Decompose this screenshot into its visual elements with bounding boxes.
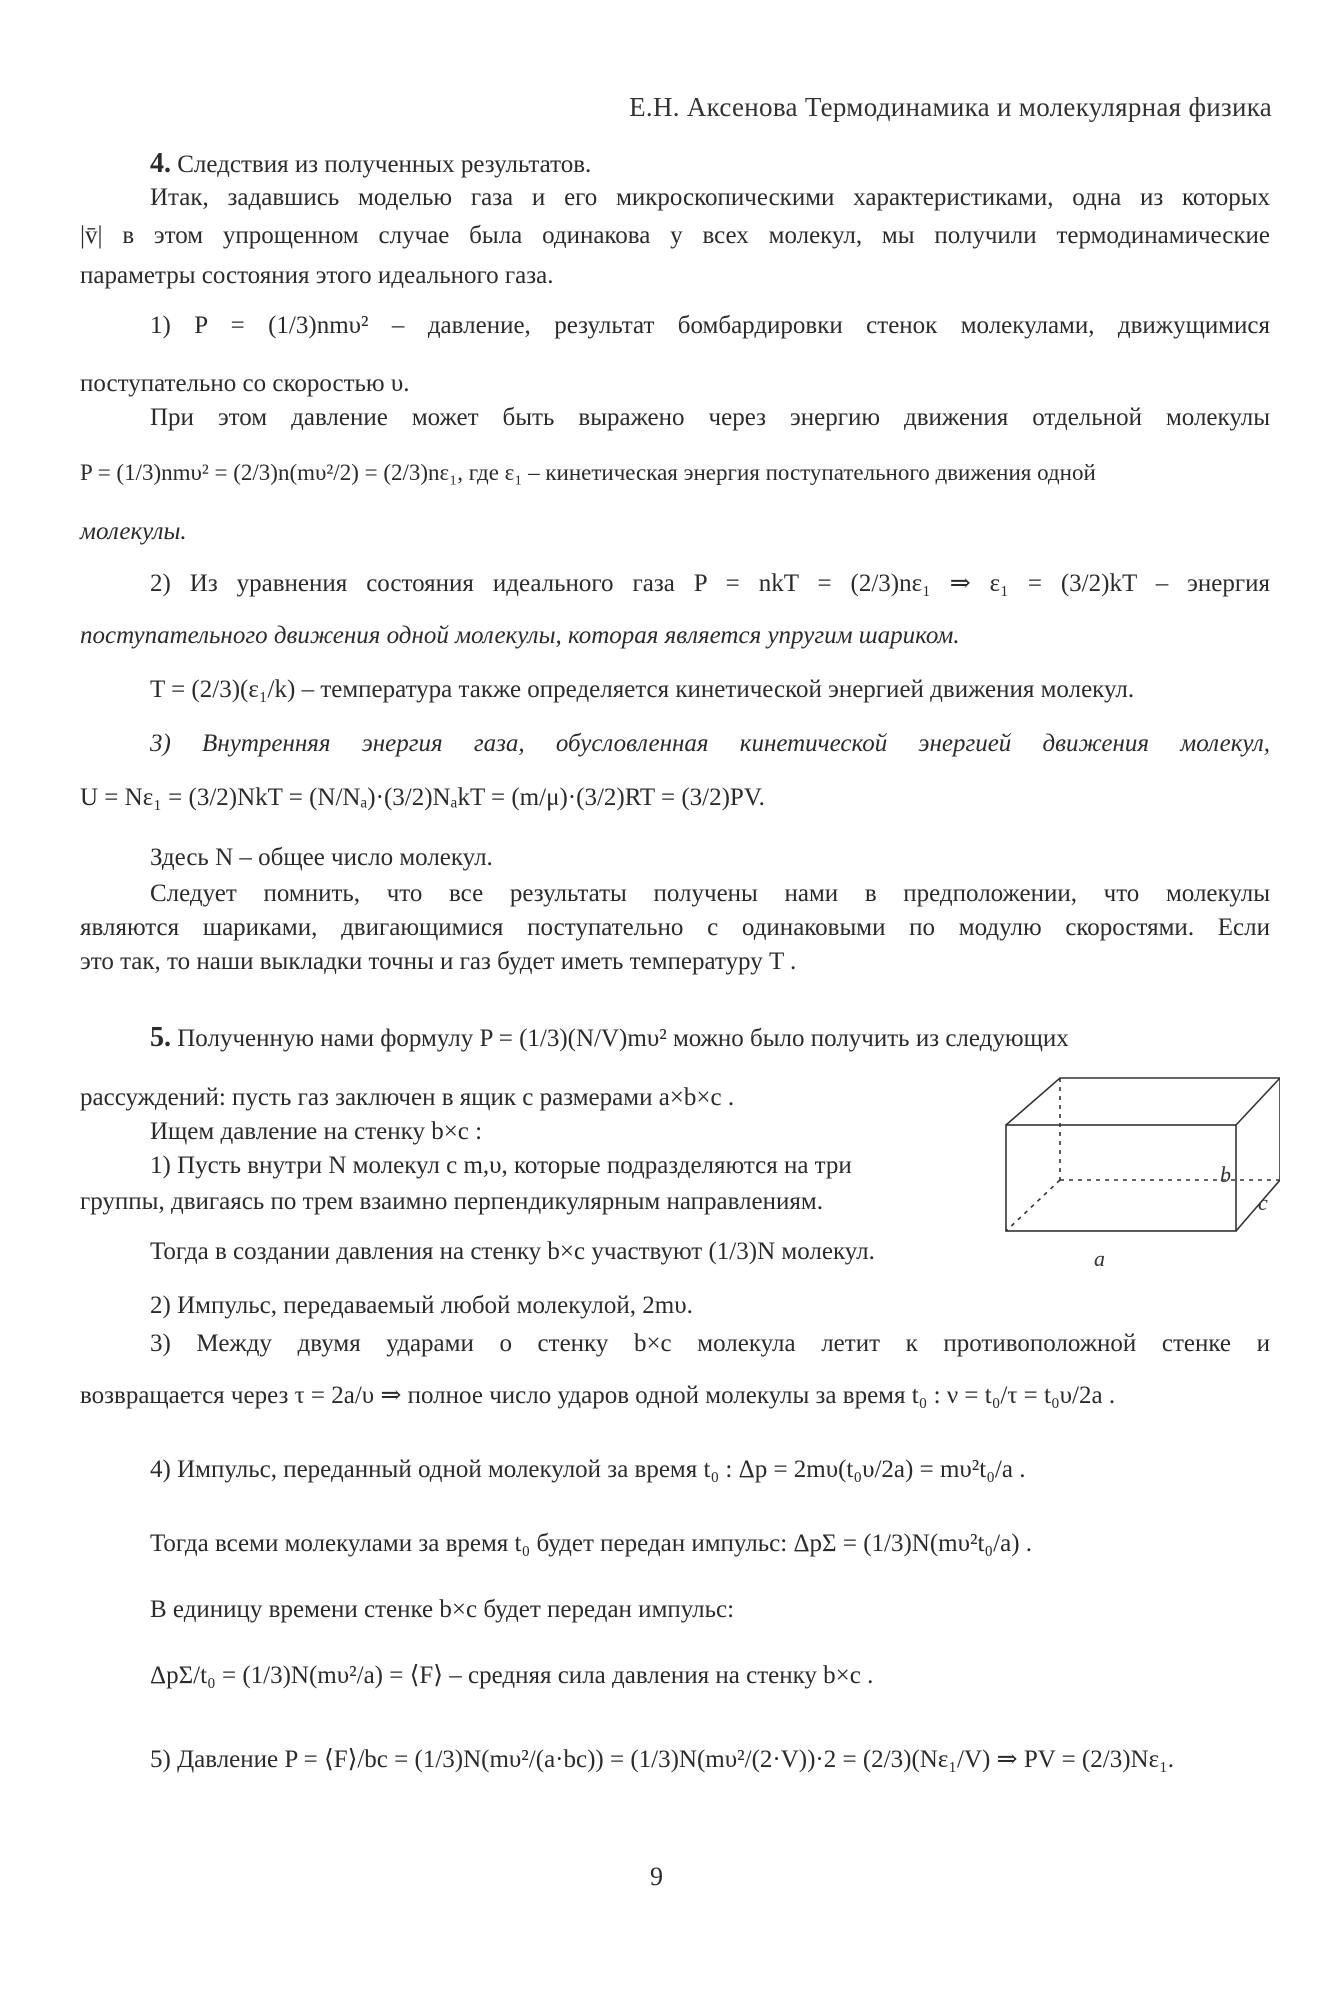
- s5-line9: возвращается через τ = 2a/υ ⇒ полное число ударов одной молекулы за время t₀ : ν = t₀/τ = t₀υ/2a .: [80, 1382, 1116, 1409]
- s5-line2: рассуждений: пусть газ заключен в ящик с размерами a×b×c .: [80, 1084, 735, 1111]
- page-number: 9: [650, 1862, 663, 1891]
- section4-number: 4.: [150, 148, 171, 179]
- s4-item1-cont: поступательно со скоростью υ.: [80, 370, 410, 397]
- section4-heading: [150, 148, 591, 180]
- s5-line8: 3) Между двумя ударами о стенку b×c молекула летит к противоположной стенке и: [150, 1330, 1270, 1357]
- s4-para1-line1: Итак, задавшись моделью газа и его микроскопическими характеристиками, одна из которых: [150, 184, 1270, 211]
- s4-para1-line2: |v̄| в этом упрощенном случае была одинакова у всех молекул, мы получили термодинамические: [80, 222, 1270, 249]
- box-front-face: [1006, 1125, 1236, 1231]
- section5-number: 5.: [150, 1022, 171, 1053]
- s4-here: Здесь N – общее число молекул.: [150, 844, 493, 871]
- s5-line11: Тогда всеми молекулами за время t₀ будет передан импульс: ΔpΣ = (1/3)N(mυ²t₀/a) .: [150, 1530, 1033, 1557]
- box-label-b: b: [1220, 1162, 1231, 1187]
- s4-item2: 2) Из уравнения состояния идеального газа P = nkT = (2/3)nε₁ ⇒ ε₁ = (3/2)kT – энергия: [150, 570, 1270, 597]
- s4-note-line3: это так, то наши выкладки точны и газ будет иметь температуру T .: [80, 948, 797, 975]
- s5-line13: ΔpΣ/t₀ = (1/3)N(mυ²/a) = ⟨F⟩ – средняя сила давления на стенку b×c .: [150, 1662, 874, 1689]
- s5-line12: В единицу времени стенке b×c будет передан импульс:: [150, 1596, 735, 1623]
- s4-para1-line3: параметры состояния этого идеального газа.: [80, 262, 554, 289]
- s5-line4: 1) Пусть внутри N молекул с m,υ, которые подразделяются на три: [150, 1152, 852, 1179]
- section5-line1: [150, 1022, 1069, 1054]
- s4-item1b-formula: P = (1/3)nmυ² = (2/3)n(mυ²/2) = (2/3)nε₁, где ε₁ – кинетическая энергия поступательного движения одной: [80, 460, 1096, 485]
- box-edge: [1236, 1078, 1280, 1125]
- s5-line7: 2) Импульс, передаваемый любой молекулой, 2mυ.: [150, 1292, 693, 1319]
- box-top-right-edges: [1006, 1078, 1280, 1231]
- s4-item2-cont: поступательного движения одной молекулы, которая является упругим шариком.: [80, 622, 960, 649]
- s4-item1b: При этом давление может быть выражено через энергию движения отдельной молекулы: [150, 404, 1270, 431]
- box-label-a: a: [1094, 1246, 1105, 1270]
- section5-line1-text: Полученную нами формулу P = (1/3)(N/V)mυ² можно было получить из следующих: [177, 1025, 1069, 1052]
- s5-line6: Тогда в создании давления на стенку b×c участвуют (1/3)N молекул.: [150, 1238, 875, 1265]
- s4-note-line1: Следует помнить, что все результаты получены нами в предположении, что молекулы: [150, 880, 1270, 907]
- box-label-c: c: [1258, 1190, 1268, 1215]
- s5-line10: 4) Импульс, переданный одной молекулой за время t₀ : Δp = 2mυ(t₀υ/2a) = mυ²t₀/a .: [150, 1456, 1026, 1483]
- running-header: Е.Н. Аксенова Термодинамика и молекулярная физика: [629, 92, 1272, 122]
- s5-line14: 5) Давление P = ⟨F⟩/bc = (1/3)N(mυ²/(a·bc)) = (1/3)N(mυ²/(2·V))·2 = (2/3)(Nε₁/V) ⇒ PV = (2/3)Nε₁.: [150, 1746, 1175, 1773]
- s4-item3-formula: U = Nε₁ = (3/2)NkT = (N/Nₐ)·(3/2)NₐkT = (m/μ)·(3/2)RT = (3/2)PV.: [80, 784, 765, 811]
- box-diagram: [990, 1070, 1280, 1270]
- s4-temperature-line: T = (2/3)(ε₁/k) – температура также определяется кинетической энергией движения молекул.: [150, 676, 1135, 703]
- section4-title: Следствия из полученных результатов.: [177, 151, 592, 178]
- s4-item3: 3) Внутренняя энергия газа, обусловленная кинетической энергией движения молекул,: [150, 730, 1270, 757]
- s5-line3: Ищем давление на стенку b×c :: [150, 1118, 483, 1145]
- s4-note-line2: являются шариками, двигающимися поступательно с одинаковыми по модулю скоростями. Если: [80, 914, 1270, 941]
- s5-line5: группы, двигаясь по трем взаимно перпендикулярным направлениям.: [80, 1188, 823, 1215]
- box-hidden-edge: [1006, 1180, 1060, 1231]
- s4-item1: 1) P = (1/3)nmυ² – давление, результат бомбардировки стенок молекулами, движущимися: [150, 312, 1270, 339]
- s4-item1b-cont: молекулы.: [80, 518, 187, 545]
